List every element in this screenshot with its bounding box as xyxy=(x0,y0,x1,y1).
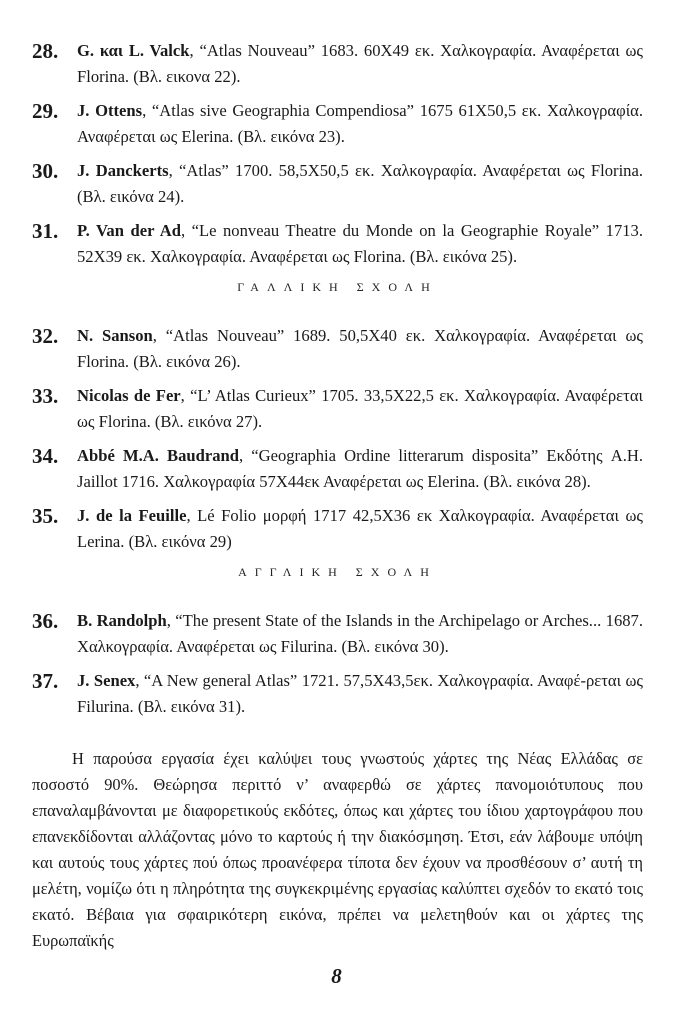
page-number: 8 xyxy=(331,964,342,988)
entry xyxy=(32,608,643,660)
entry-author: G. και L. Valck xyxy=(77,41,190,60)
entry-description: , “Atlas” 1700. 58,5Χ50,5 εκ. Χαλκογραφία. Αναφέρεται ως Florina. (Βλ. εικόνα 24). xyxy=(77,161,643,206)
entry-description: , “Atlas sive Geographia Compendiosa” 1675 61Χ50,5 εκ. Χαλκογραφία. Αναφέρεται ως Elerina. (Βλ. εικόνα 23). xyxy=(77,101,644,146)
entry-text xyxy=(77,608,643,660)
body-paragraph: Η παρούσα εργασία έχει καλύψει τους γνωστούς χάρτες της Νέας Ελλάδας σε ποσοστό 90%. Θεώρησα περιττό ν’ αναφερθώ σε χάρτες πανομοιότυπους που επαναλαμβάνονται με διαφορετικούς εκδότες, όπως και χάρτες του ίδιου χαρτογράφου που επανεκδίδονται αλλάζοντας μόνο το καρτούς ή την διακόσμηση. Έτσι, εάν λάβουμε υπόψη και αυτούς τους χάρτες πού όπως προανέφερα τίποτα δεν έχουν να προσθέσουν σ’ αυτή τη μελέτη, νομίζω ότι η πληρότητα της συγκεκριμένης εργασίας καλύπτει σχεδόν το εκατό τοις εκατό. Βέβαια για σφαιρικότερη εικόνα, πρέπει να μελετηθούν και οι χάρτες της Ευρωπαϊκής xyxy=(32,749,643,950)
entry xyxy=(32,218,643,270)
entry-author: J. de la Feuille xyxy=(77,506,187,525)
entry xyxy=(32,98,643,150)
section-heading-french-school: ΓΑΛΛΙΚΗ ΣΧΟΛΗ xyxy=(237,280,438,294)
entry-text xyxy=(77,38,643,90)
entry-author: J. Senex xyxy=(77,671,136,690)
entry-number: 31. xyxy=(32,219,59,243)
entry xyxy=(32,158,643,210)
entry-author: N. Sanson xyxy=(77,326,153,345)
entry-number: 36. xyxy=(32,609,59,633)
entry-text xyxy=(77,383,643,435)
entry-number: 33. xyxy=(32,384,59,408)
entry xyxy=(32,503,643,555)
entry-number: 30. xyxy=(32,159,59,183)
entry-text xyxy=(77,443,643,495)
entry-text xyxy=(77,98,643,150)
entry-text xyxy=(77,668,643,720)
entry-number: 28. xyxy=(32,39,59,63)
entry-number: 34. xyxy=(32,444,59,468)
entry-description: , “Le nonveau Theatre du Monde on la Geographie Royale” 1713. 52Χ39 εκ. Χαλκογραφία. Αναφέρεται ως Florina. (Βλ. εικόνα 25). xyxy=(77,221,643,266)
entry-text xyxy=(77,218,643,270)
entry-number: 29. xyxy=(32,99,59,123)
entry-text xyxy=(77,323,643,375)
entry-description: , “Geographia Ordine litterarum disposita” Εκδότης A.H. Jaillot 1716. Χαλκογραφία 57Χ44εκ Αναφέρεται ως Elerina. (Βλ. εικόνα 28). xyxy=(77,446,643,491)
entry-author: Abbé M.A. Baudrand xyxy=(77,446,239,465)
entry-description: , “The present State of the Islands in the Archipelago or Arches... 1687. Χαλκογραφία. Αναφέρεται ως Filurina. (Βλ. εικόνα 30). xyxy=(77,611,643,656)
entry-description: , “A New general Atlas” 1721. 57,5Χ43,5εκ. Χαλκογραφία. Αναφέ-ρεται ως Filurina. (Βλ. εικόνα 31). xyxy=(77,671,643,716)
entry xyxy=(32,38,643,90)
entry-text xyxy=(77,503,643,555)
entry-description: , “L’ Atlas Curieux” 1705. 33,5Χ22,5 εκ. Χαλκογραφία. Αναφέρεται ως Florina. (Βλ. εικόνα 27). xyxy=(77,386,643,431)
entry-text xyxy=(77,158,643,210)
entry-author: J. Ottens xyxy=(77,101,143,120)
entry-number: 37. xyxy=(32,669,59,693)
entry-author: Nicolas de Fer xyxy=(77,386,181,405)
entry xyxy=(32,323,643,375)
entry-author: J. Danckerts xyxy=(77,161,169,180)
entry-number: 32. xyxy=(32,324,59,348)
entry-description: , Lé Folio μορφή 1717 42,5Χ36 εκ Χαλκογραφία. Αναφέρεται ως Lerina. (Βλ. εικόνα 29) xyxy=(77,506,643,551)
entry xyxy=(32,443,643,495)
entry-description: , “Atlas Nouveau” 1683. 60Χ49 εκ. Χαλκογραφία. Αναφέρεται ως Florina. (Βλ. εικονα 22). xyxy=(77,41,643,86)
entry xyxy=(32,383,643,435)
entry-author: P. Van der Ad xyxy=(77,221,181,240)
entry-author: B. Randolph xyxy=(77,611,167,630)
entry-list-1 xyxy=(32,38,643,270)
entry-number: 35. xyxy=(32,504,59,528)
entry xyxy=(32,668,643,720)
entry-list-2 xyxy=(32,323,643,555)
entry-description: , “Atlas Nouveau” 1689. 50,5Χ40 εκ. Χαλκογραφία. Αναφέρεται ως Florina. (Βλ. εικόνα 26). xyxy=(77,326,643,371)
entry-list-3 xyxy=(32,608,643,720)
section-heading-english-school: ΑΓΓΛΙΚΗ ΣΧΟΛΗ xyxy=(238,565,437,579)
